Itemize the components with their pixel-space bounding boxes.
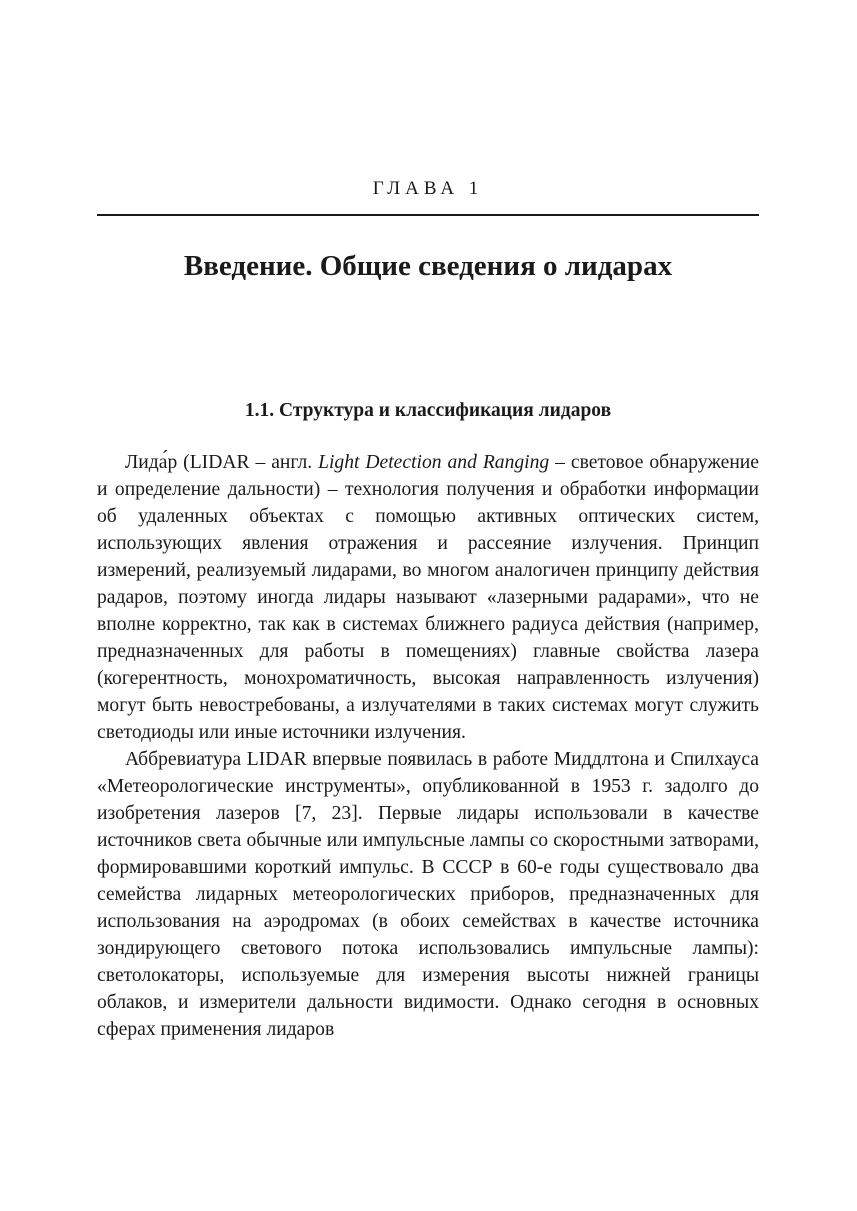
chapter-title: Введение. Общие сведения о лидарах — [183, 250, 673, 282]
paragraph-2: Аббревиатура LIDAR впервые появилась в работе Миддлтона и Спилхауса «Метеорологические инструменты», опубликованной в 1953 г. задолго до изобретения лазеров [7, 23]. Первые лидары использовали в качестве источников света обычные или импульсные лампы со скоростными затворами, формировавшими короткий импульс. В СССР в 60-е годы существовало два семейства лидарных метеорологических приборов, предназначенных для использования на аэродромах (в обоих семействах в качестве источника зондирующего светового потока использовались импульсные лампы): светолокаторы, используемые для измерения высоты нижней границы облаков, и измерители дальности видимости. Однако сегодня в основных сферах применения лидаров — [97, 749, 759, 1040]
body-text — [97, 449, 759, 1043]
chapter-divider — [97, 214, 759, 216]
paragraph-1-rest: – световое обнаружение и определение дальности) – технология получения и обработки информации об удаленных объектах с помощью активных оптических систем, использующих явления отражения и рассеяние излучения. Принцип измерений, реализуемый лидарами, во многом аналогичен принципу действия радаров, поэтому иногда лидары называют «лазерными радарами», что не вполне корректно, так как в системах ближнего радиуса действия (например, предназначенных для работы в помещениях) главные свойства лазера (когерентность, монохроматичность, высокая направленность излучения) могут быть невостребованы, а излучателями в таких системах могут служить светодиоды или иные источники излучения. — [97, 452, 759, 743]
chapter-label: ГЛАВА 1 — [372, 178, 484, 199]
paragraph-1-start: Лида́р (LIDAR – англ. — [125, 452, 319, 473]
section-heading: 1.1. Структура и классификация лидаров — [244, 400, 612, 421]
paragraph-1 — [97, 449, 759, 746]
paragraph-1-italic-term: Light Detection and Ranging — [318, 452, 550, 473]
